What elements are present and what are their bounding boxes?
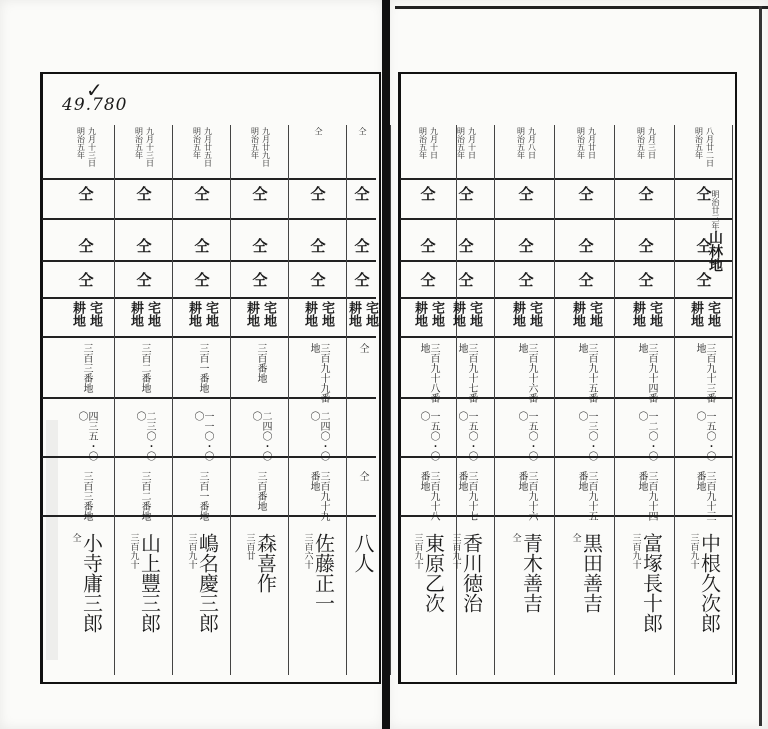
owner-cell <box>116 533 172 673</box>
lot-number: 三百九十六番地 <box>516 343 537 403</box>
register-column <box>116 123 172 673</box>
owner-name: 山上豐三郎 <box>137 533 162 633</box>
land-type-cell <box>232 301 288 341</box>
owner-address: 三百九十 <box>412 533 423 569</box>
page-edge <box>395 6 768 9</box>
ditto-mark: 仝 <box>78 185 94 203</box>
land-type-cell <box>334 301 390 341</box>
margin-note-date: 明治廿三年 <box>711 190 720 230</box>
area-value: 二四〇・〇〇 <box>250 411 271 461</box>
land-type-residential: 宅地 <box>87 301 102 327</box>
check-mark: ✓ <box>86 78 103 102</box>
land-type-residential: 宅地 <box>467 301 482 327</box>
land-type-cultivated: 耕地 <box>186 301 201 327</box>
old-lot-number: 三百一番地 <box>197 471 208 521</box>
lot-number: 三百九十五番地 <box>576 343 597 403</box>
land-type-cell <box>400 301 456 341</box>
old-lot-cell <box>116 471 172 529</box>
old-lot-number: 三百二番地 <box>139 471 150 521</box>
land-type-residential: 宅地 <box>587 301 602 327</box>
old-lot-number: 三百九十七番地 <box>456 471 477 521</box>
ditto-mark: 仝 <box>420 185 436 203</box>
ditto-mark: 仝 <box>354 271 370 289</box>
owner-address: 三百六十 <box>302 533 313 569</box>
column-rule <box>614 125 615 675</box>
ditto-mark: 仝 <box>458 185 474 203</box>
ditto-mark: 仝 <box>518 185 534 203</box>
old-lot-number: 三百番地 <box>255 471 266 511</box>
old-lot-cell <box>498 471 554 529</box>
register-column <box>58 123 114 673</box>
date-line: 明治五年 <box>694 127 704 159</box>
ditto-mark: 仝 <box>78 271 94 289</box>
date-line: 仝 <box>314 127 323 135</box>
area-value: 一五〇・〇〇 <box>456 411 477 461</box>
land-type-cultivated: 耕地 <box>510 301 525 327</box>
ditto-mark: 仝 <box>638 185 654 203</box>
owner-address: 仝 <box>70 533 81 542</box>
date-text <box>334 127 390 171</box>
date-text <box>400 127 456 171</box>
owner-name: 東原乙次 <box>421 533 446 613</box>
land-type-cultivated: 耕地 <box>688 301 703 327</box>
land-type-residential: 宅地 <box>261 301 276 327</box>
column-rule <box>114 125 115 675</box>
date-cell <box>58 127 114 171</box>
owner-cell <box>334 533 390 673</box>
old-lot-number: 三百三番地 <box>81 471 92 521</box>
date-line: 明治五年 <box>516 127 526 159</box>
old-lot-number: 三百九十三番地 <box>694 471 715 521</box>
column-rule <box>390 125 391 675</box>
page-edge <box>759 6 762 726</box>
land-type-cultivated: 耕地 <box>412 301 427 327</box>
owner-name: 八人 <box>351 533 375 573</box>
old-lot-cell <box>174 471 230 529</box>
date-text <box>618 127 674 171</box>
ditto-mark: 仝 <box>578 237 594 255</box>
date-text <box>58 127 114 171</box>
land-type-cultivated: 耕地 <box>128 301 143 327</box>
column-rule <box>172 125 173 675</box>
lot-number-cell <box>400 343 456 409</box>
date-line: 明治五年 <box>134 127 144 159</box>
lot-number: 三百一番地 <box>197 343 208 393</box>
date-line: 九月三日 <box>647 127 657 159</box>
ditto-mark: 仝 <box>310 237 326 255</box>
date-cell <box>498 127 554 171</box>
ditto-mark: 仝 <box>136 237 152 255</box>
area-cell <box>400 411 456 467</box>
land-type-residential: 宅地 <box>319 301 334 327</box>
owner-name: 森喜作 <box>253 533 278 593</box>
area-value: 一二〇・〇〇 <box>636 411 657 461</box>
ditto-mark: 仝 <box>310 271 326 289</box>
margin-note-land-type: 山林地 <box>707 230 723 272</box>
date-cell <box>400 127 456 171</box>
owner-cell <box>498 533 554 673</box>
date-line: 明治五年 <box>576 127 586 159</box>
date-text <box>676 127 732 171</box>
register-column <box>498 123 554 673</box>
area-value: 二三〇・〇〇 <box>134 411 155 461</box>
date-line: 九月廿五日 <box>203 127 213 167</box>
ditto-mark: 仝 <box>420 271 436 289</box>
old-lot-cell <box>334 471 390 529</box>
owner-address: 三百九十 <box>128 533 139 569</box>
date-line: 九月廿日 <box>587 127 597 159</box>
ditto-mark: 仝 <box>354 237 370 255</box>
owner-name: 富塚長十郎 <box>639 533 664 633</box>
land-type-cultivated: 耕地 <box>450 301 465 327</box>
area-cell <box>232 411 288 467</box>
lot-number: 三百番地 <box>255 343 266 383</box>
owner-cell <box>174 533 230 673</box>
register-column <box>232 123 288 673</box>
column-rule <box>494 125 495 675</box>
date-line: 九月十三日 <box>87 127 97 167</box>
date-cell <box>174 127 230 171</box>
lot-number-cell <box>498 343 554 409</box>
date-cell <box>558 127 614 171</box>
lot-number-cell <box>58 343 114 409</box>
lot-number-cell <box>232 343 288 409</box>
old-lot-cell <box>676 471 732 529</box>
ditto-mark: 仝 <box>696 271 712 289</box>
land-type-cultivated: 耕地 <box>346 301 361 327</box>
owner-address: 三百九十 <box>688 533 699 569</box>
ditto-mark: 仝 <box>78 237 94 255</box>
owner-cell <box>400 533 456 673</box>
owner-cell <box>58 533 114 673</box>
area-value: 四三五・〇〇 <box>76 411 97 461</box>
old-lot-cell <box>558 471 614 529</box>
column-rule <box>288 125 289 675</box>
land-type-residential: 宅地 <box>203 301 218 327</box>
ditto-mark: 仝 <box>252 271 268 289</box>
lot-number: 三百九十七番地 <box>456 343 477 403</box>
area-cell <box>58 411 114 467</box>
owner-address: 仝 <box>570 533 581 542</box>
land-type-cultivated: 耕地 <box>70 301 85 327</box>
land-type-cell <box>676 301 732 341</box>
date-line: 明治五年 <box>76 127 86 159</box>
area-value: 一五〇・〇〇 <box>516 411 537 461</box>
owner-name: 青木善吉 <box>519 533 544 613</box>
ditto-mark: 仝 <box>194 271 210 289</box>
lot-number: 三百二番地 <box>139 343 150 393</box>
old-lot-number: 三百九十五番地 <box>576 471 597 521</box>
old-lot-number: 三百九十八番地 <box>418 471 439 521</box>
land-type-residential: 宅地 <box>363 301 378 327</box>
land-type-cell <box>618 301 674 341</box>
area-value: 二四〇・〇〇 <box>308 411 329 461</box>
ditto-mark: 仝 <box>518 271 534 289</box>
reference-number: 49.780 <box>62 95 128 115</box>
ditto-mark: 仝 <box>194 237 210 255</box>
old-lot-cell <box>618 471 674 529</box>
land-type-residential: 宅地 <box>705 301 720 327</box>
owner-cell <box>232 533 288 673</box>
date-cell <box>676 127 732 171</box>
area-value: 一五〇・〇〇 <box>694 411 715 461</box>
lot-number: 三百九十四番地 <box>636 343 657 403</box>
date-line: 明治五年 <box>250 127 260 159</box>
owner-address: 三百九十 <box>450 533 461 569</box>
ditto-mark: 仝 <box>578 185 594 203</box>
land-type-cultivated: 耕地 <box>570 301 585 327</box>
old-lot-number: 三百九十四番地 <box>636 471 657 521</box>
owner-name: 黒田善吉 <box>579 533 604 613</box>
land-type-residential: 宅地 <box>145 301 160 327</box>
date-text <box>116 127 172 171</box>
area-value: 一三〇・〇〇 <box>576 411 597 461</box>
ditto-mark: 仝 <box>136 185 152 203</box>
date-line: 九月廿九日 <box>261 127 271 167</box>
register-column <box>400 123 456 673</box>
area-cell <box>116 411 172 467</box>
owner-name: 嶋名慶三郎 <box>195 533 220 633</box>
ditto-mark: 仝 <box>420 237 436 255</box>
column-rule <box>554 125 555 675</box>
owner-address: 三百廿 <box>244 533 255 560</box>
land-type-cultivated: 耕地 <box>244 301 259 327</box>
lot-number-cell <box>676 343 732 409</box>
date-text <box>498 127 554 171</box>
old-lot-cell <box>58 471 114 529</box>
lot-number-cell <box>618 343 674 409</box>
ditto-mark: 仝 <box>458 271 474 289</box>
ditto-mark: 仝 <box>696 237 712 255</box>
land-type-cell <box>116 301 172 341</box>
column-rule <box>674 125 675 675</box>
owner-address: 仝 <box>510 533 521 542</box>
owner-address: 三百九十 <box>630 533 641 569</box>
ditto-mark: 仝 <box>354 185 370 203</box>
lot-number-cell <box>174 343 230 409</box>
lot-number: 三百九十九番地 <box>308 343 329 403</box>
date-text <box>232 127 288 171</box>
lot-number: 三百九十八番地 <box>418 343 439 403</box>
date-line: 八月廿二日 <box>705 127 715 167</box>
land-type-cell <box>558 301 614 341</box>
area-cell <box>558 411 614 467</box>
owner-name: 香川徳治 <box>459 533 484 613</box>
date-cell <box>334 127 390 171</box>
land-type-residential: 宅地 <box>527 301 542 327</box>
date-line: 明治五年 <box>418 127 428 159</box>
ditto-mark: 仝 <box>136 271 152 289</box>
lot-number: 三百三番地 <box>81 343 92 393</box>
old-lot-number: 仝 <box>357 471 368 481</box>
date-line: 明治五年 <box>192 127 202 159</box>
column-rule <box>230 125 231 675</box>
register-column <box>558 123 614 673</box>
land-type-cell <box>58 301 114 341</box>
date-cell <box>116 127 172 171</box>
land-type-residential: 宅地 <box>647 301 662 327</box>
register-column <box>618 123 674 673</box>
date-cell <box>618 127 674 171</box>
old-lot-cell <box>400 471 456 529</box>
land-type-cultivated: 耕地 <box>630 301 645 327</box>
ditto-mark: 仝 <box>696 185 712 203</box>
land-type-cell <box>174 301 230 341</box>
old-lot-number: 三百九十九番地 <box>308 471 329 521</box>
column-rule <box>732 125 733 675</box>
date-line: 九月十日 <box>467 127 477 159</box>
date-line: 明治五年 <box>456 127 466 159</box>
area-cell <box>676 411 732 467</box>
date-text <box>174 127 230 171</box>
ditto-mark: 仝 <box>638 237 654 255</box>
owner-cell <box>618 533 674 673</box>
ditto-mark: 仝 <box>578 271 594 289</box>
ditto-mark: 仝 <box>194 185 210 203</box>
ditto-mark: 仝 <box>518 237 534 255</box>
owner-name: 小寺庸三郎 <box>79 533 104 633</box>
old-lot-number: 三百九十六番地 <box>516 471 537 521</box>
lot-number: 三百九十三番地 <box>694 343 715 403</box>
lot-number-cell <box>558 343 614 409</box>
area-cell <box>618 411 674 467</box>
lot-number: 仝 <box>357 343 368 353</box>
old-lot-cell <box>232 471 288 529</box>
area-cell <box>498 411 554 467</box>
owner-cell <box>676 533 732 673</box>
lot-number-cell <box>334 343 390 409</box>
owner-cell <box>558 533 614 673</box>
land-type-cultivated: 耕地 <box>302 301 317 327</box>
ditto-mark: 仝 <box>458 237 474 255</box>
land-type-residential: 宅地 <box>429 301 444 327</box>
ditto-mark: 仝 <box>252 237 268 255</box>
land-type-cell <box>498 301 554 341</box>
date-line: 九月十三日 <box>145 127 155 167</box>
owner-name: 中根久次郎 <box>697 533 722 633</box>
area-cell <box>174 411 230 467</box>
owner-name: 佐藤正一 <box>311 533 336 613</box>
register-column <box>334 123 390 673</box>
date-cell <box>232 127 288 171</box>
date-line: 九月八日 <box>527 127 537 159</box>
area-value: 一五〇・〇〇 <box>418 411 439 461</box>
date-line: 明治五年 <box>636 127 646 159</box>
date-line: 九月十日 <box>429 127 439 159</box>
owner-address: 三百九十 <box>186 533 197 569</box>
register-column <box>174 123 230 673</box>
margin-note <box>700 190 730 272</box>
ditto-mark: 仝 <box>310 185 326 203</box>
ditto-mark: 仝 <box>638 271 654 289</box>
date-text <box>558 127 614 171</box>
lot-number-cell <box>116 343 172 409</box>
area-value: 一一〇・〇〇 <box>192 411 213 461</box>
ditto-mark: 仝 <box>252 185 268 203</box>
date-line: 仝 <box>358 127 367 135</box>
